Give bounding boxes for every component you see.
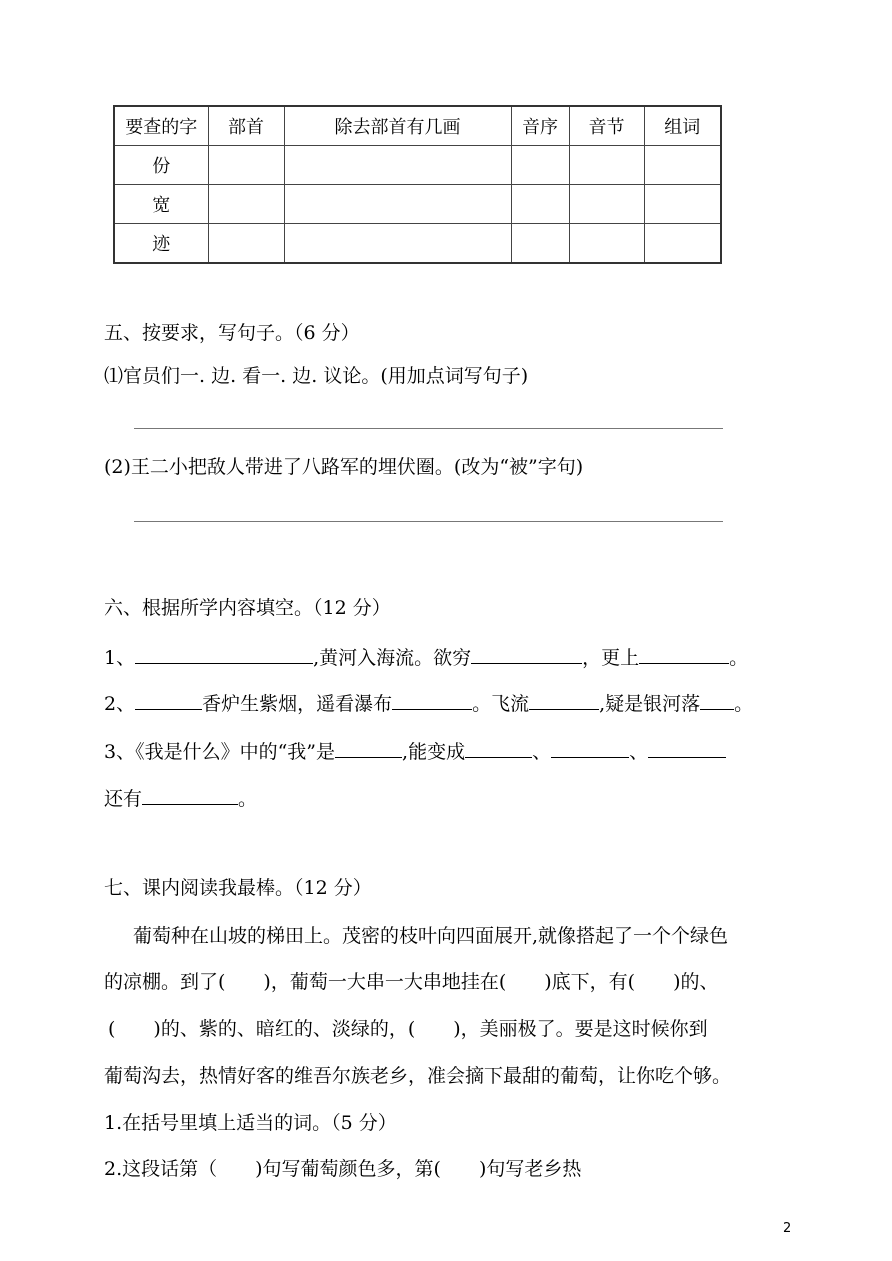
lookup-character: 份	[114, 146, 208, 185]
fill-blank[interactable]	[335, 738, 402, 758]
section5-question1: ⑴官员们一. 边. 看一. 边. 议论。(用加点词写句子)	[104, 365, 529, 387]
question-text: 、	[629, 741, 649, 763]
answer-cell[interactable]	[208, 224, 284, 264]
answer-cell[interactable]	[644, 185, 721, 224]
answer-cell[interactable]	[569, 146, 644, 185]
table-header-row	[114, 106, 721, 146]
lookup-character: 宽	[114, 185, 208, 224]
poem-text: 。	[734, 693, 754, 715]
question-text: ,能变成	[402, 741, 466, 763]
poem-text: ，更上	[582, 647, 640, 669]
section7-title: 七、课内阅读我最棒。（12 分）	[104, 877, 372, 899]
answer-cell[interactable]	[644, 146, 721, 185]
answer-line[interactable]	[134, 428, 723, 429]
fill-blank[interactable]	[135, 644, 313, 664]
table-header: 音序	[511, 106, 569, 146]
answer-cell[interactable]	[511, 185, 569, 224]
answer-cell[interactable]	[511, 224, 569, 264]
answer-cell[interactable]	[284, 185, 511, 224]
fill-blank[interactable]	[392, 690, 472, 710]
passage-line: 的凉棚。到了( )，葡萄一大串一大串地挂在( )底下，有( )的、	[104, 971, 719, 993]
fill-blank[interactable]	[639, 644, 729, 664]
fill-blank[interactable]	[465, 738, 532, 758]
poem-text: 。飞流	[472, 693, 530, 715]
section7-question2: 2.这段话第（ )句写葡萄颜色多，第( )句写老乡热	[104, 1158, 582, 1180]
fill-blank[interactable]	[529, 690, 599, 710]
fill-blank[interactable]	[700, 690, 734, 710]
answer-cell[interactable]	[569, 185, 644, 224]
section7-question1: 1.在括号里填上适当的词。（5 分）	[104, 1112, 397, 1134]
page-number: 2	[783, 1221, 792, 1236]
poem-text: ,黄河入海流。欲穷	[313, 647, 472, 669]
item-number: 2、	[104, 693, 136, 715]
answer-cell[interactable]	[644, 224, 721, 264]
passage-line: 葡萄沟去，热情好客的维吾尔族老乡，准会摘下最甜的葡萄，让你吃个够。	[104, 1065, 732, 1087]
table-header: 音节	[569, 106, 644, 146]
question-text: 3、《我是什么》中的“我”是	[104, 741, 336, 763]
lookup-character: 迹	[114, 224, 208, 264]
answer-cell[interactable]	[511, 146, 569, 185]
table-row	[114, 185, 721, 224]
poem-text: 。	[729, 647, 749, 669]
question-text: 、	[532, 741, 552, 763]
answer-cell[interactable]	[208, 146, 284, 185]
item-number: 1、	[104, 647, 136, 669]
fill-blank[interactable]	[648, 738, 726, 758]
fill-blank[interactable]	[471, 644, 582, 664]
fill-blank[interactable]	[551, 738, 629, 758]
table-row	[114, 224, 721, 264]
table-header: 部首	[208, 106, 284, 146]
answer-cell[interactable]	[284, 146, 511, 185]
answer-cell[interactable]	[208, 185, 284, 224]
section5-title: 五、按要求，写句子。（6 分）	[104, 322, 360, 344]
question-text: 。	[238, 788, 258, 810]
fill-blank[interactable]	[135, 690, 202, 710]
section6-title: 六、根据所学内容填空。（12 分）	[104, 597, 391, 619]
dictionary-lookup-table	[113, 105, 722, 264]
table-header: 要查的字	[114, 106, 208, 146]
poem-text: 香炉生紫烟，遥看瀑布	[202, 693, 393, 715]
passage-line: ( )的、紫的、暗红的、淡绿的，( )，美丽极了。要是这时候你到	[108, 1018, 708, 1040]
table-header: 组词	[644, 106, 721, 146]
answer-line[interactable]	[134, 521, 723, 522]
fill-line-4	[104, 785, 257, 811]
answer-cell[interactable]	[569, 224, 644, 264]
fill-blank[interactable]	[142, 785, 238, 805]
fill-line-1	[104, 644, 748, 670]
answer-cell[interactable]	[284, 224, 511, 264]
poem-text: ,疑是银河落	[599, 693, 701, 715]
table-header: 除去部首有几画	[284, 106, 511, 146]
question-text: 还有	[104, 788, 143, 810]
table-row	[114, 146, 721, 185]
passage-line: 葡萄种在山坡的梯田上。茂密的枝叶向四面展开,就像搭起了一个个绿色	[133, 925, 729, 947]
fill-line-2	[104, 690, 753, 716]
fill-line-3	[104, 738, 726, 764]
section5-question2: (2)王二小把敌人带进了八路军的埋伏圈。(改为“被”字句)	[104, 456, 584, 478]
